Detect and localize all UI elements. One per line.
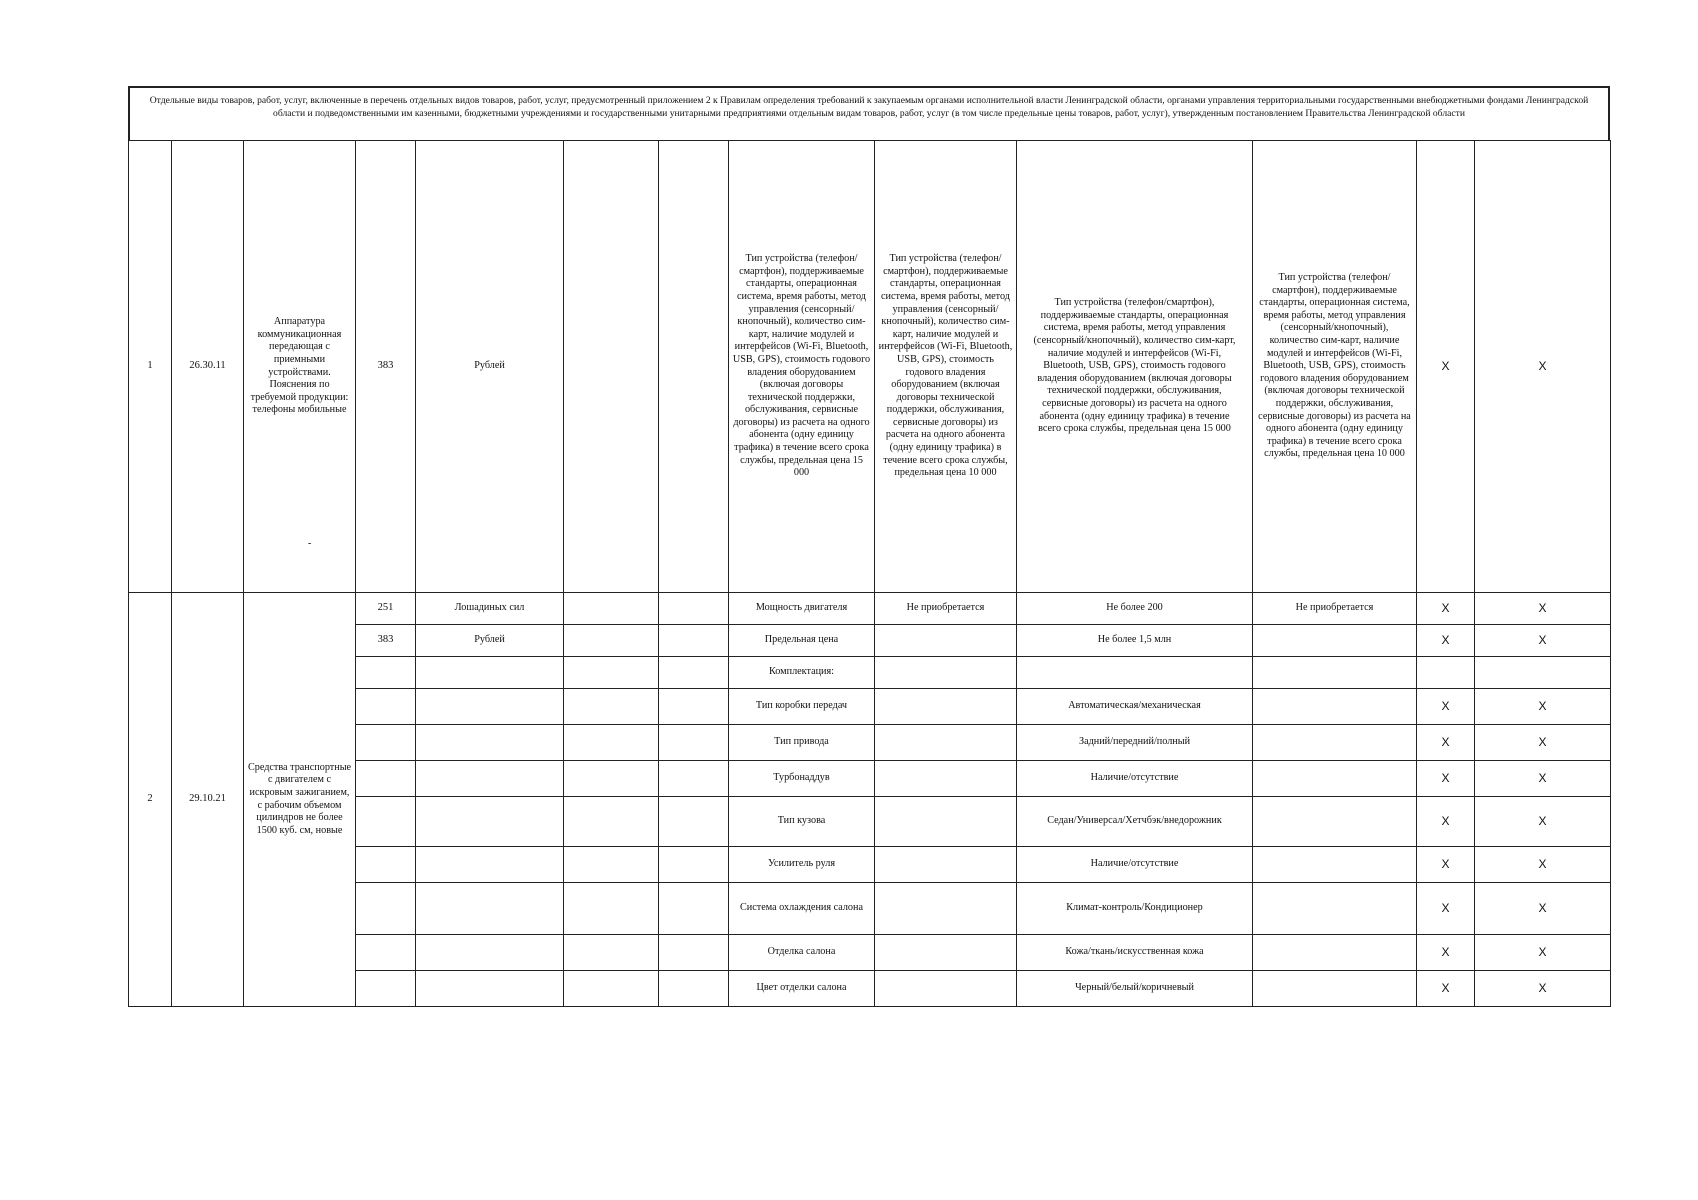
requirement-cell: Автоматическая/механическая [1017,689,1253,725]
requirement-cell: Тип устройства (телефон/смартфон), поддерживаемые стандарты, операционная система, время работы, метод управления (сенсорный/кнопочный), количество сим-карт, наличие модулей и интерфейсов (Wi-Fi, Bluetooth, USB, GPS), стоимость годового владения оборудованием (включая договоры технической поддержки, обслуживания, сервисные договоры) из расчета на одного абонента (одну единицу трафика) в течение всего срока службы, предельная цена 10 000 [875,141,1017,593]
requirement-cell [1253,689,1417,725]
characteristic-name: Тип кузова [729,797,875,847]
mark-cell: X [1475,141,1611,593]
mark-cell: X [1417,883,1475,935]
unit-name: Лошадиных сил [416,593,564,625]
requirement-cell [1017,657,1253,689]
mark-cell: X [1417,761,1475,797]
row-number: 2 [129,593,172,1007]
mark-cell: X [1417,141,1475,593]
requirement-cell: Не приобретается [875,593,1017,625]
requirement-cell: Не приобретается [1253,593,1417,625]
requirement-cell [875,935,1017,971]
requirement-cell: Наличие/отсутствие [1017,761,1253,797]
requirement-cell: Седан/Универсал/Хетчбэк/внедорожник [1017,797,1253,847]
unit-code [356,657,416,689]
requirement-cell [1253,847,1417,883]
unit-code [356,935,416,971]
mark-cell: X [1475,625,1611,657]
empty-cell [564,847,659,883]
scan-mark: - [308,538,312,549]
requirements-table [128,140,1611,1007]
empty-cell [659,761,729,797]
unit-code [356,761,416,797]
empty-cell [659,141,729,593]
unit-code [356,971,416,1007]
product-name: Средства транспортные с двигателем с искровым зажиганием, с рабочим объемом цилиндров не более 1500 куб. см, новые [244,593,356,1007]
table-caption: Отдельные виды товаров, работ, услуг, включенные в перечень отдельных видов товаров, работ, услуг, предусмотренный приложением 2 к Правилам определения требований к закупаемым органами исполнительной власти Ленинградской области, органами управления территориальными государственными внебюджетными фондами Ленинградской области и подведомственными им казенными, бюджетными учреждениями и государственными унитарными предприятиями отдельным видам товаров, работ, услуг (в том числе предельные цены товаров, работ, услуг), утвержденным постановлением Правительства Ленинградской области [128,86,1610,140]
requirement-cell [875,761,1017,797]
requirement-cell [875,883,1017,935]
document-sheet [128,86,1610,1007]
requirement-cell [875,725,1017,761]
mark-cell: X [1475,725,1611,761]
empty-cell [659,593,729,625]
unit-name: Рублей [416,141,564,593]
mark-cell: X [1417,971,1475,1007]
unit-name [416,797,564,847]
unit-code [356,689,416,725]
empty-cell [659,883,729,935]
mark-cell: X [1475,847,1611,883]
requirement-cell [1253,971,1417,1007]
mark-cell: X [1475,971,1611,1007]
mark-cell: X [1475,883,1611,935]
table-row [129,141,1611,593]
mark-cell: X [1417,593,1475,625]
characteristic-name: Усилитель руля [729,847,875,883]
requirement-cell: Наличие/отсутствие [1017,847,1253,883]
unit-name [416,883,564,935]
requirement-cell [1253,625,1417,657]
empty-cell [659,725,729,761]
mark-cell: X [1475,797,1611,847]
unit-code: 383 [356,625,416,657]
empty-cell [659,971,729,1007]
mark-cell: X [1475,689,1611,725]
unit-code [356,797,416,847]
requirement-cell: Задний/передний/полный [1017,725,1253,761]
product-name: Аппаратура коммуникационная передающая с приемными устройствами. Пояснения по требуемой продукции: телефоны мобильные [244,141,356,593]
requirement-cell: Климат-контроль/Кондиционер [1017,883,1253,935]
mark-cell: X [1475,761,1611,797]
mark-cell: X [1417,797,1475,847]
empty-cell [564,797,659,847]
empty-cell [564,689,659,725]
mark-cell: X [1417,725,1475,761]
empty-cell [564,971,659,1007]
requirement-cell: Тип устройства (телефон/смартфон), поддерживаемые стандарты, операционная система, время работы, метод управления (сенсорный/кнопочный), количество сим-карт, наличие модулей и интерфейсов (Wi-Fi, Bluetooth, USB, GPS), стоимость годового владения оборудованием (включая договоры технической поддержки, обслуживания, сервисные договоры) из расчета на одного абонента (одну единицу трафика) в течение всего срока службы, предельная цена 15 000 [729,141,875,593]
empty-cell [564,657,659,689]
empty-cell [659,935,729,971]
requirement-cell: Тип устройства (телефон/смартфон), поддерживаемые стандарты, операционная система, время работы, метод управления (сенсорный/кнопочный), количество сим-карт, наличие модулей и интерфейсов (Wi-Fi, Bluetooth, USB, GPS), стоимость годового владения оборудованием (включая договоры технической поддержки, обслуживания, сервисные договоры) из расчета на одного абонента (одну единицу трафика) в течение всего срока службы, предельная цена 15 000 [1017,141,1253,593]
empty-cell [564,935,659,971]
mark-cell: X [1417,847,1475,883]
unit-name [416,725,564,761]
characteristic-name: Тип привода [729,725,875,761]
mark-cell: X [1417,689,1475,725]
requirement-cell [1253,883,1417,935]
requirement-cell [875,657,1017,689]
unit-code: 383 [356,141,416,593]
requirement-cell: Не более 200 [1017,593,1253,625]
characteristic-name: Система охлаждения салона [729,883,875,935]
okpd-code: 26.30.11 [172,141,244,593]
characteristic-name: Отделка салона [729,935,875,971]
mark-cell [1475,657,1611,689]
unit-code [356,847,416,883]
unit-code: 251 [356,593,416,625]
requirement-cell [1253,657,1417,689]
unit-name [416,935,564,971]
characteristic-name: Комплектация: [729,657,875,689]
row-number: 1 [129,141,172,593]
unit-code [356,883,416,935]
characteristic-name: Цвет отделки салона [729,971,875,1007]
unit-name [416,847,564,883]
requirement-cell [875,847,1017,883]
requirement-cell: Черный/белый/коричневый [1017,971,1253,1007]
requirement-cell [875,625,1017,657]
requirement-cell: Не более 1,5 млн [1017,625,1253,657]
mark-cell: X [1417,625,1475,657]
empty-cell [659,625,729,657]
okpd-code: 29.10.21 [172,593,244,1007]
empty-cell [659,689,729,725]
requirement-cell [1253,797,1417,847]
requirement-cell [1253,725,1417,761]
unit-name [416,689,564,725]
unit-name [416,657,564,689]
requirement-cell [875,689,1017,725]
unit-name [416,761,564,797]
characteristic-name: Тип коробки передач [729,689,875,725]
empty-cell [564,725,659,761]
requirement-cell [875,971,1017,1007]
requirement-cell [1253,761,1417,797]
unit-code [356,725,416,761]
mark-cell: X [1475,935,1611,971]
characteristic-name: Мощность двигателя [729,593,875,625]
mark-cell [1417,657,1475,689]
requirement-cell [1253,935,1417,971]
empty-cell [564,761,659,797]
empty-cell [564,625,659,657]
mark-cell: X [1475,593,1611,625]
empty-cell [564,593,659,625]
mark-cell: X [1417,935,1475,971]
characteristic-name: Предельная цена [729,625,875,657]
empty-cell [564,141,659,593]
empty-cell [659,847,729,883]
requirement-cell: Тип устройства (телефон/смартфон), поддерживаемые стандарты, операционная система, время работы, метод управления (сенсорный/кнопочный), количество сим-карт, наличие модулей и интерфейсов (Wi-Fi, Bluetooth, USB, GPS), стоимость годового владения оборудованием (включая договоры технической поддержки, обслуживания, сервисные договоры) из расчета на одного абонента (одну единицу трафика) в течение всего срока службы, предельная цена 10 000 [1253,141,1417,593]
empty-cell [659,797,729,847]
empty-cell [564,883,659,935]
requirement-cell: Кожа/ткань/искусственная кожа [1017,935,1253,971]
table-row [129,593,1611,625]
requirement-cell [875,797,1017,847]
unit-name [416,971,564,1007]
empty-cell [659,657,729,689]
characteristic-name: Турбонаддув [729,761,875,797]
unit-name: Рублей [416,625,564,657]
